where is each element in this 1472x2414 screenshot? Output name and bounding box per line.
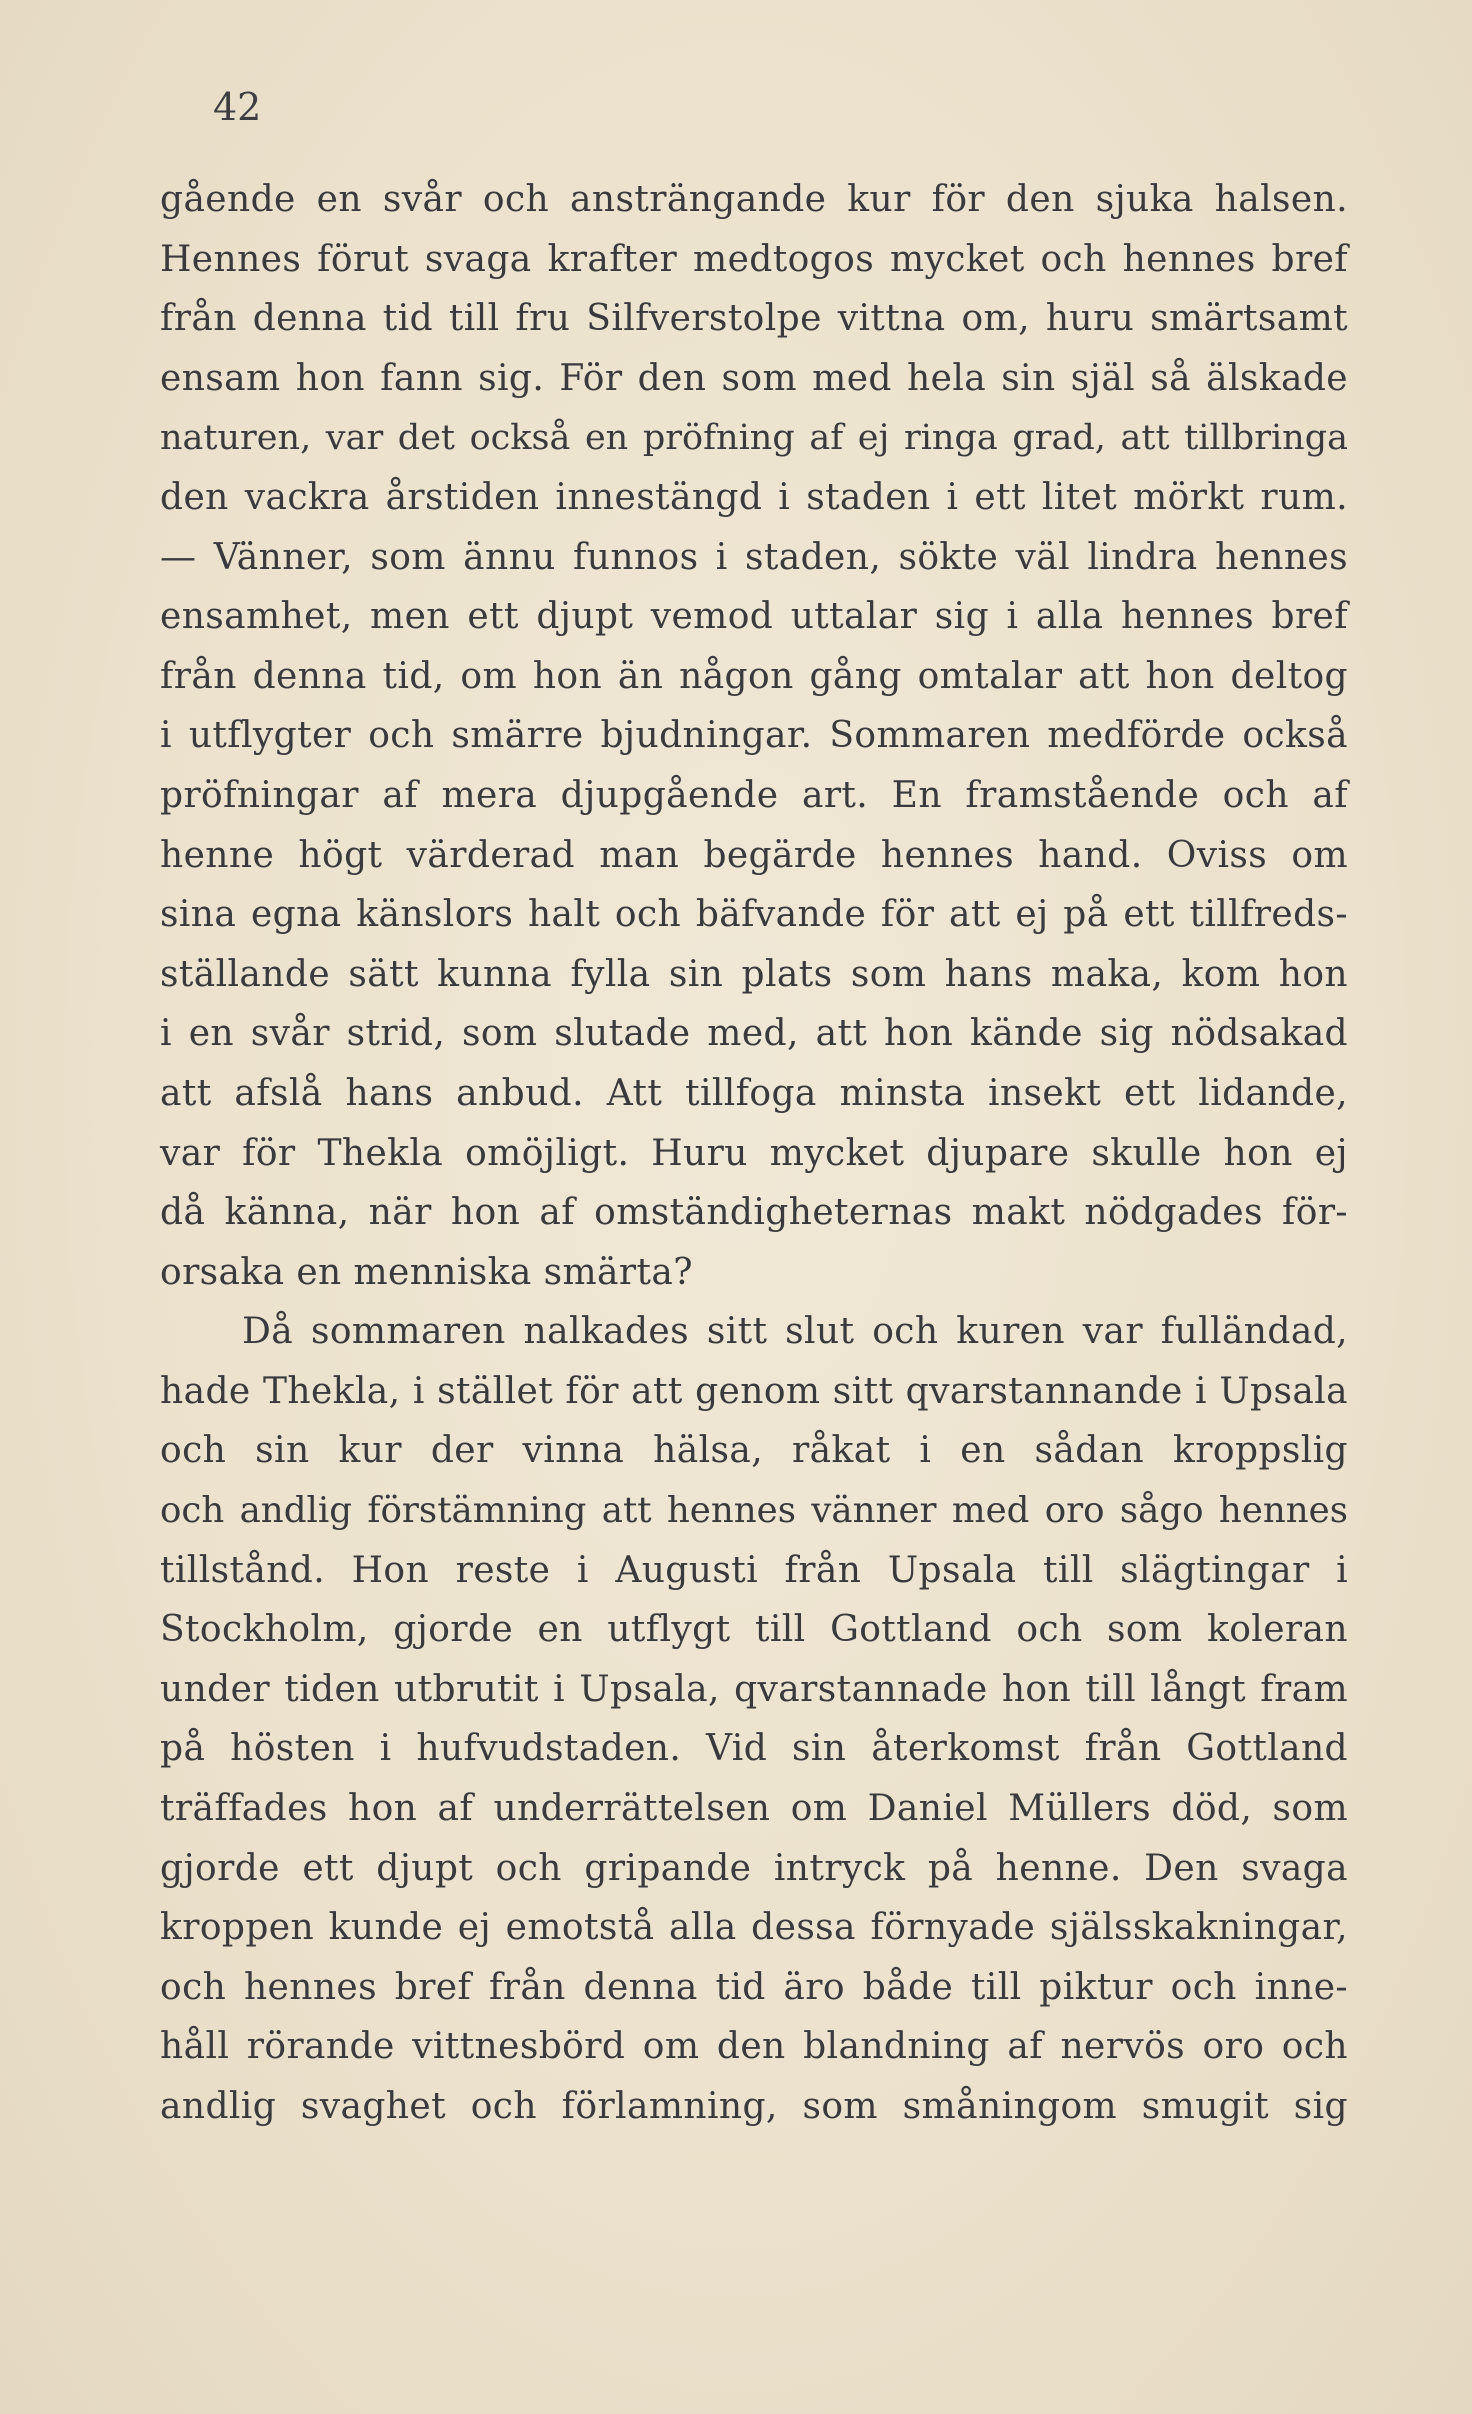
page-number: 42 (213, 85, 262, 129)
text-line: andlig svaghet och förlamning, som småningom smugit sig (160, 2086, 1348, 2127)
text-line: ställande sätt kunna fylla sin plats som hans maka, kom hon (160, 953, 1348, 995)
text-line: träffades hon af underrättelsen om Daniel Müllers död, som (160, 1788, 1348, 1830)
text-line: och sin kur der vinna hälsa, råkat i en sådan kroppslig (160, 1430, 1348, 1472)
text-line: henne högt värderad man begärde hennes hand. Oviss om (160, 834, 1348, 876)
text-line: tillstånd. Hon reste i Augusti från Upsala till slägtingar i (160, 1549, 1348, 1591)
text-line: sina egna känslors halt och bäfvande för att ej på ett tillfreds- (160, 894, 1348, 936)
text-line: från denna tid till fru Silfverstolpe vittna om, huru smärtsamt (160, 298, 1348, 340)
text-line: och hennes bref från denna tid äro både till piktur och inne- (160, 1966, 1348, 2008)
body-text (160, 170, 1348, 2137)
text-line: att afslå hans anbud. Att tillfoga minsta insekt ett lidande, (160, 1072, 1348, 1114)
text-line: i utflygter och smärre bjudningar. Sommaren medförde också (160, 715, 1348, 757)
paragraph-start-line: Då sommaren nalkades sitt slut och kuren var fulländad, (242, 1311, 1348, 1353)
text-line: hade Thekla, i stället för att genom sitt qvarstannande i Upsala (160, 1370, 1348, 1412)
text-line: under tiden utbrutit i Upsala, qvarstannade hon till långt fram (160, 1668, 1348, 1710)
text-line: då känna, när hon af omständigheternas makt nödgades för- (160, 1192, 1348, 1234)
text-line: Stockholm, gjorde en utflygt till Gottland och som koleran (160, 1609, 1348, 1651)
text-line: naturen, var det också en pröfning af ej ringa grad, att tillbringa (160, 417, 1348, 459)
text-line: på hösten i hufvudstaden. Vid sin återkomst från Gottland (160, 1728, 1348, 1770)
text-line: Hennes förut svaga krafter medtogos mycket och hennes bref (160, 238, 1348, 280)
text-line: gående en svår och ansträngande kur för den sjuka halsen. (160, 179, 1348, 220)
text-line: i en svår strid, som slutade med, att hon kände sig nödsakad (160, 1013, 1348, 1055)
text-line: ensamhet, men ett djupt vemod uttalar sig i alla hennes bref (160, 596, 1348, 638)
paragraph-end-line: orsaka en menniska smärta? (160, 1251, 693, 1293)
text-line: den vackra årstiden innestängd i staden i ett litet mörkt rum. (160, 476, 1348, 518)
text-line: gjorde ett djupt och gripande intryck på henne. Den svaga (160, 1847, 1348, 1889)
text-line: ensam hon fann sig. För den som med hela sin själ så älskade (160, 357, 1348, 399)
text-line: — Vänner, som ännu funnos i staden, sökte väl lindra hennes (160, 536, 1348, 578)
text-line: från denna tid, om hon än någon gång omtalar att hon deltog (160, 655, 1348, 697)
text-line: och andlig förstämning att hennes vänner med oro sågo hennes (160, 1490, 1348, 1532)
text-line: var för Thekla omöjligt. Huru mycket djupare skulle hon ej (160, 1132, 1348, 1174)
text-line: kroppen kunde ej emotstå alla dessa förnyade själsskakningar, (160, 1907, 1348, 1949)
text-line: håll rörande vittnesbörd om den blandning af nervös oro och (160, 2026, 1348, 2068)
text-line: pröfningar af mera djupgående art. En framstående och af (160, 774, 1348, 816)
